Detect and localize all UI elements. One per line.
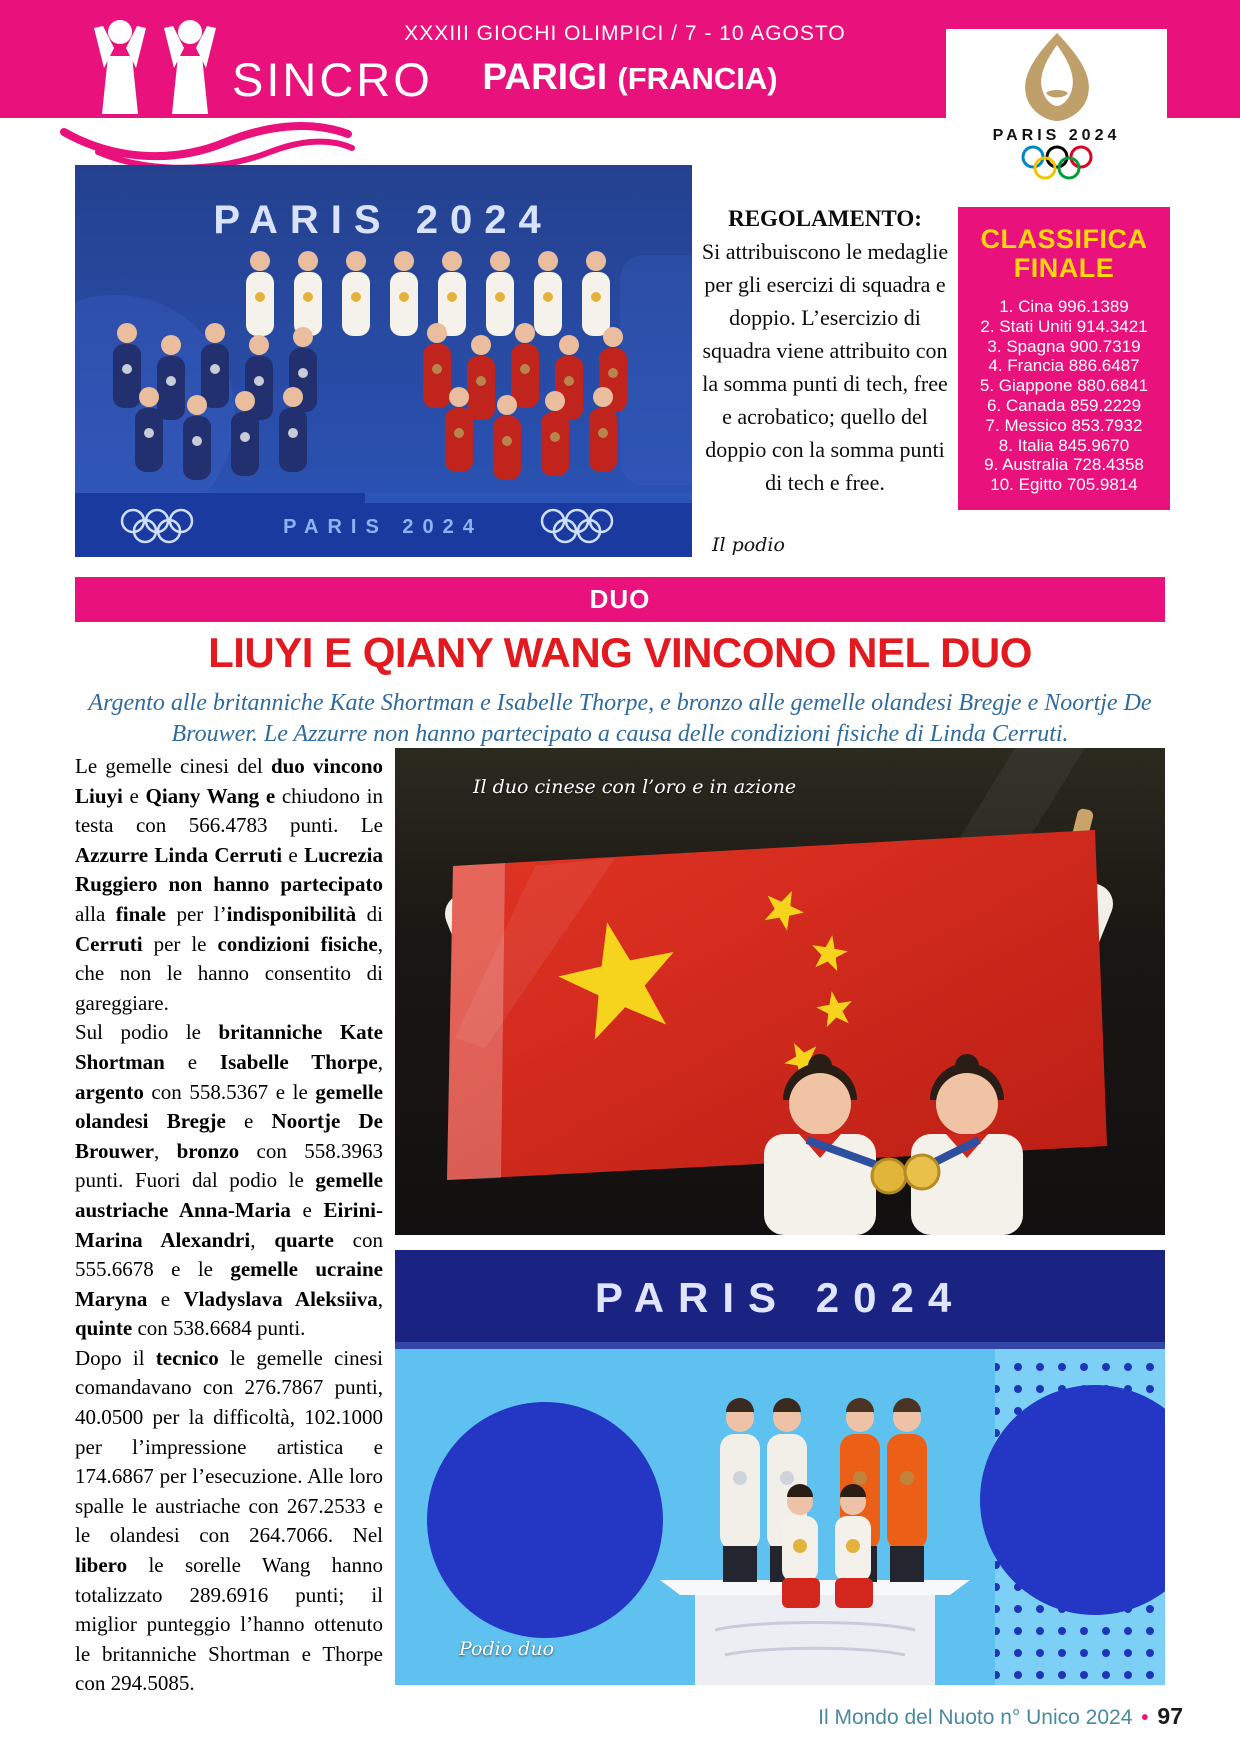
regolamento-title: REGOLAMENTO: [728, 206, 922, 231]
event-line: XXXIII GIOCHI OLIMPICI / 7 - 10 AGOSTO [404, 22, 846, 45]
classifica-box [958, 207, 1170, 510]
location-title [390, 56, 870, 98]
photo1-banner-text: PARIS 2024 [213, 198, 553, 242]
photo-podium-team [75, 165, 692, 557]
regolamento-body: Si attribuiscono le medaglie per gli esercizi di squadra e doppio. L’esercizio di squadra viene attribuito con la somma punti di tech, free e acrobatico; quello del doppio con la somma punti di tech e free. [701, 239, 949, 495]
podium-front [695, 1595, 935, 1685]
photo-caption-il-podio: Il podio [712, 534, 785, 556]
article-paragraph: Sul podio le britanniche Kate Shortman e Isabelle Thorpe, argento con 558.5367 e le gemelle olandesi Bregje e Noortje De Brouwer, bronzo con 558.3963 punti. Fuori dal podio le gemelle austriache Anna-Maria e Eirini-Marina Alexandri, quarte con 555.6678 e le gemelle ucraine Maryna e Vladyslava Aleksiiva, quinte con 538.6684 punti. [75, 1020, 384, 1341]
location-city: PARIGI [482, 56, 608, 97]
regolamento-block [700, 202, 950, 499]
olympic-rings-icon [1018, 145, 1096, 183]
list-item: 5. Giappone 880.6841 [979, 376, 1149, 396]
section-bar-duo: DUO [75, 577, 1165, 622]
wave-icon [64, 126, 352, 168]
photo3-banner-text: PARIS 2024 [594, 1274, 966, 1321]
photo-podium-duo [395, 1250, 1165, 1685]
list-item: 4. Francia 886.6487 [988, 356, 1140, 376]
list-item: 3. Spagna 900.7319 [987, 336, 1141, 356]
photo-caption-podio-duo: Podio duo [459, 1638, 555, 1660]
article-body [75, 752, 383, 1699]
footer-separator: • [1141, 1707, 1149, 1729]
page-footer [818, 1703, 1183, 1730]
footer-page-number: 97 [1157, 1703, 1183, 1729]
paris2024-logo-box [946, 29, 1167, 195]
article-subtitle: Argento alle britanniche Kate Shortman e Isabelle Thorpe, e bronzo alle gemelle olandesi Bregje e Noortje De Brouwer. Le Azzurre non hanno partecipato a causa delle condizioni fisiche di Linda Cerruti. [88, 690, 1152, 747]
article-headline: LIUYI E QIANY WANG VINCONO NEL DUO [208, 629, 1032, 676]
photo-caption-duo-flag: Il duo cinese con l’oro e in azione [473, 776, 797, 798]
list-item: 10. Egitto 705.9814 [990, 475, 1138, 495]
classifica-title [958, 225, 1170, 283]
list-item: 1. Cina 996.1389 [999, 297, 1129, 316]
list-item: 9. Australia 728.4358 [984, 455, 1144, 475]
location-country: (FRANCIA) [617, 61, 778, 96]
article-paragraph: Le gemelle cinesi del duo vincono Liuyi e Qiany Wang e chiudono in testa con 566.4783 punti. Le Azzurre Linda Cerruti e Lucrezia Ruggiero non hanno partecipato alla finale per l’indisponibilità di Cerruti per le condizioni fisiche, che non le hanno consentito di gareggiare. [75, 754, 384, 1015]
photo1-strip-text: PARIS 2024 [283, 516, 483, 538]
article-paragraph: Dopo il tecnico le gemelle cinesi comandavano con 276.7867 punti, 40.0500 per la difficoltà, 102.1000 per l’impressione artistica e 174.6867 per l’esecuzione. Alle loro spalle le austriache con 267.2533 e le olandesi con 264.7066. Nel libero le sorelle Wang hanno totalizzato 289.6916 punti; il miglior punteggio l’hanno ottenuto le britanniche Shortman e Thorpe con 294.5085. [75, 1345, 383, 1696]
classifica-title-line2: FINALE [1013, 253, 1115, 283]
list-item: 6. Canada 859.2229 [986, 395, 1142, 415]
list-item: 2. Stati Uniti 914.3421 [980, 316, 1148, 336]
classifica-title-line1: CLASSIFICA [980, 224, 1148, 254]
flame-icon [1002, 29, 1112, 125]
classifica-list [958, 297, 1170, 495]
paris2024-logo-text: PARIS 2024 [992, 127, 1121, 144]
photo-duo-flag [395, 748, 1165, 1235]
list-item: 7. Messico 853.7932 [985, 415, 1143, 435]
swimmers-icon [94, 20, 216, 114]
footer-magazine: Il Mondo del Nuoto n° Unico 2024 [818, 1706, 1133, 1729]
list-item: 8. Italia 845.9670 [998, 435, 1130, 455]
brand-title: SINCRO [232, 53, 433, 106]
